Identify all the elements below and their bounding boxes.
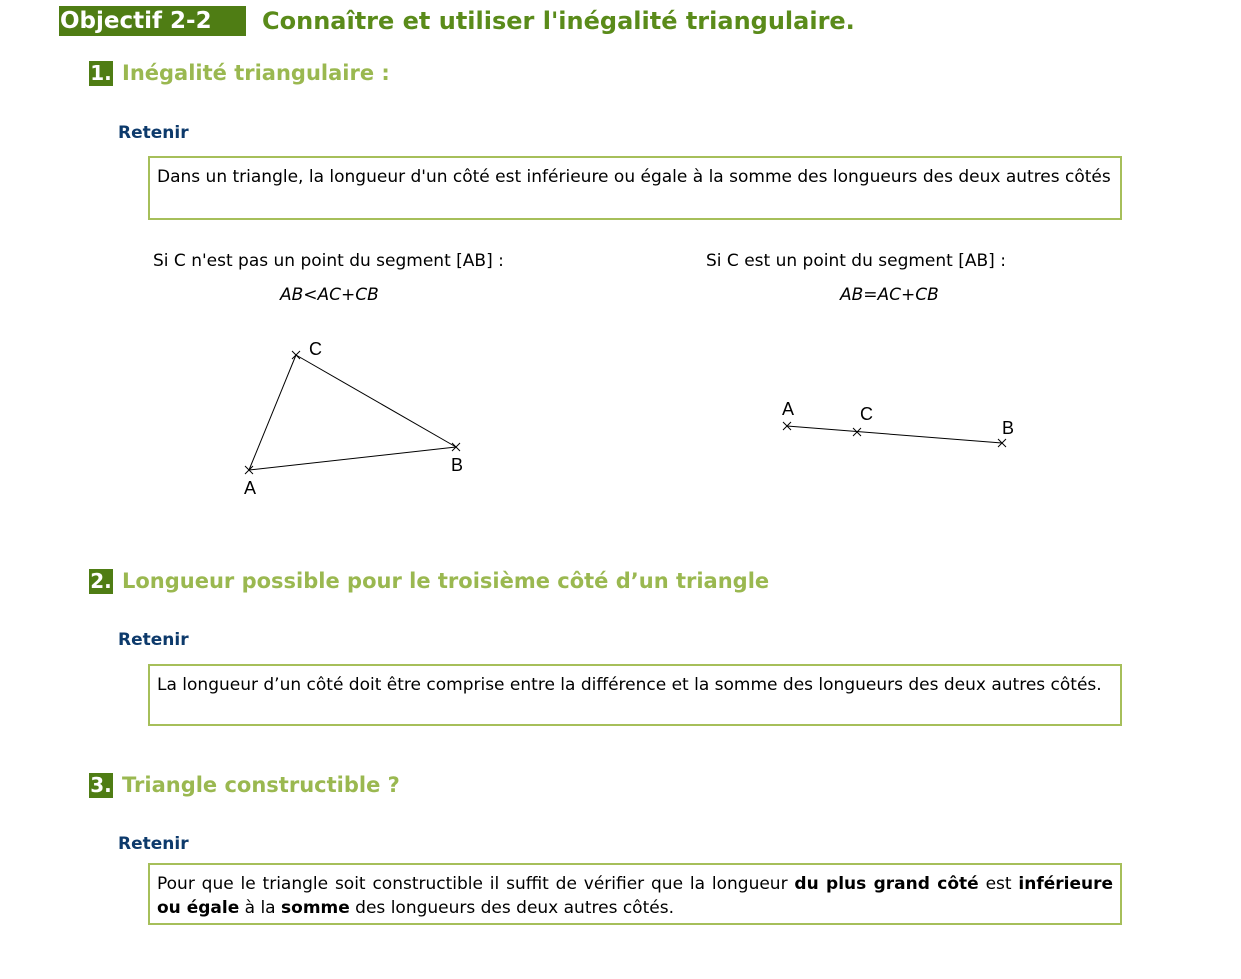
case-1-condition: Si C n'est pas un point du segment [AB] :	[153, 251, 504, 271]
section-1-number: 1.	[90, 61, 112, 85]
rule-text-part: est	[978, 874, 1019, 894]
formula-lhs: AB	[280, 285, 304, 305]
case-1-formula	[280, 285, 379, 305]
case-2-formula	[840, 285, 939, 305]
formula-term-2: CB	[915, 285, 939, 305]
section-3-rule-box	[148, 863, 1122, 925]
formula-operator: <	[303, 285, 318, 305]
label-b: B	[451, 455, 464, 475]
section-1-title: Inégalité triangulaire :	[122, 61, 390, 85]
label-c: C	[860, 404, 873, 424]
rule-text-part: à la	[239, 898, 282, 918]
objective-badge: Objectif 2-2	[59, 6, 246, 36]
formula-term-2: CB	[355, 285, 379, 305]
formula-term-1: AC	[877, 285, 902, 305]
triangle-figure	[230, 335, 480, 505]
label-c: C	[309, 339, 322, 359]
rule-text-part: des longueurs des deux autres côtés.	[349, 898, 674, 918]
section-3-retenir: Retenir	[118, 834, 189, 854]
side-ab	[249, 447, 456, 470]
label-a: A	[244, 478, 257, 498]
side-ac	[249, 355, 296, 470]
formula-plus: +	[341, 285, 356, 305]
section-3-number: 3.	[90, 773, 112, 797]
side-cb	[296, 355, 456, 447]
rule-emphasis-sum: somme	[281, 898, 350, 918]
section-2-title: Longueur possible pour le troisième côté d’un triangle	[122, 569, 770, 593]
section-1-rule-box	[148, 156, 1122, 220]
section-1-rule-text: Dans un triangle, la longueur d'un côté est inférieure ou égale à la somme des longueurs des deux autres côtés	[157, 167, 1111, 187]
point-c-cross	[292, 351, 300, 359]
formula-operator: =	[863, 285, 878, 305]
rule-text-part: Pour que le triangle soit constructible il suffit de vérifier que la longueur	[157, 874, 795, 894]
section-2-retenir: Retenir	[118, 630, 189, 650]
segment-figure	[770, 395, 1030, 455]
label-b: B	[1002, 418, 1015, 438]
section-3-title: Triangle constructible ?	[122, 773, 400, 797]
rule-emphasis-less-or-equal: inférieure ou égale	[157, 874, 1114, 918]
section-2-rule-text: La longueur d’un côté doit être comprise entre la différence et la somme des longueurs des deux autres côtés.	[157, 675, 1102, 695]
label-a: A	[782, 399, 795, 419]
objective-title: Connaître et utiliser l'inégalité triangulaire.	[262, 7, 855, 35]
case-2-condition: Si C est un point du segment [AB] :	[706, 251, 1006, 271]
section-2-rule-box	[148, 664, 1122, 726]
segment-ab	[787, 426, 1002, 443]
section-2-number: 2.	[90, 569, 112, 593]
formula-lhs: AB	[840, 285, 864, 305]
section-1-retenir: Retenir	[118, 123, 189, 143]
rule-emphasis-largest-side: du plus grand côté	[794, 874, 979, 894]
formula-plus: +	[901, 285, 916, 305]
formula-term-1: AC	[317, 285, 342, 305]
